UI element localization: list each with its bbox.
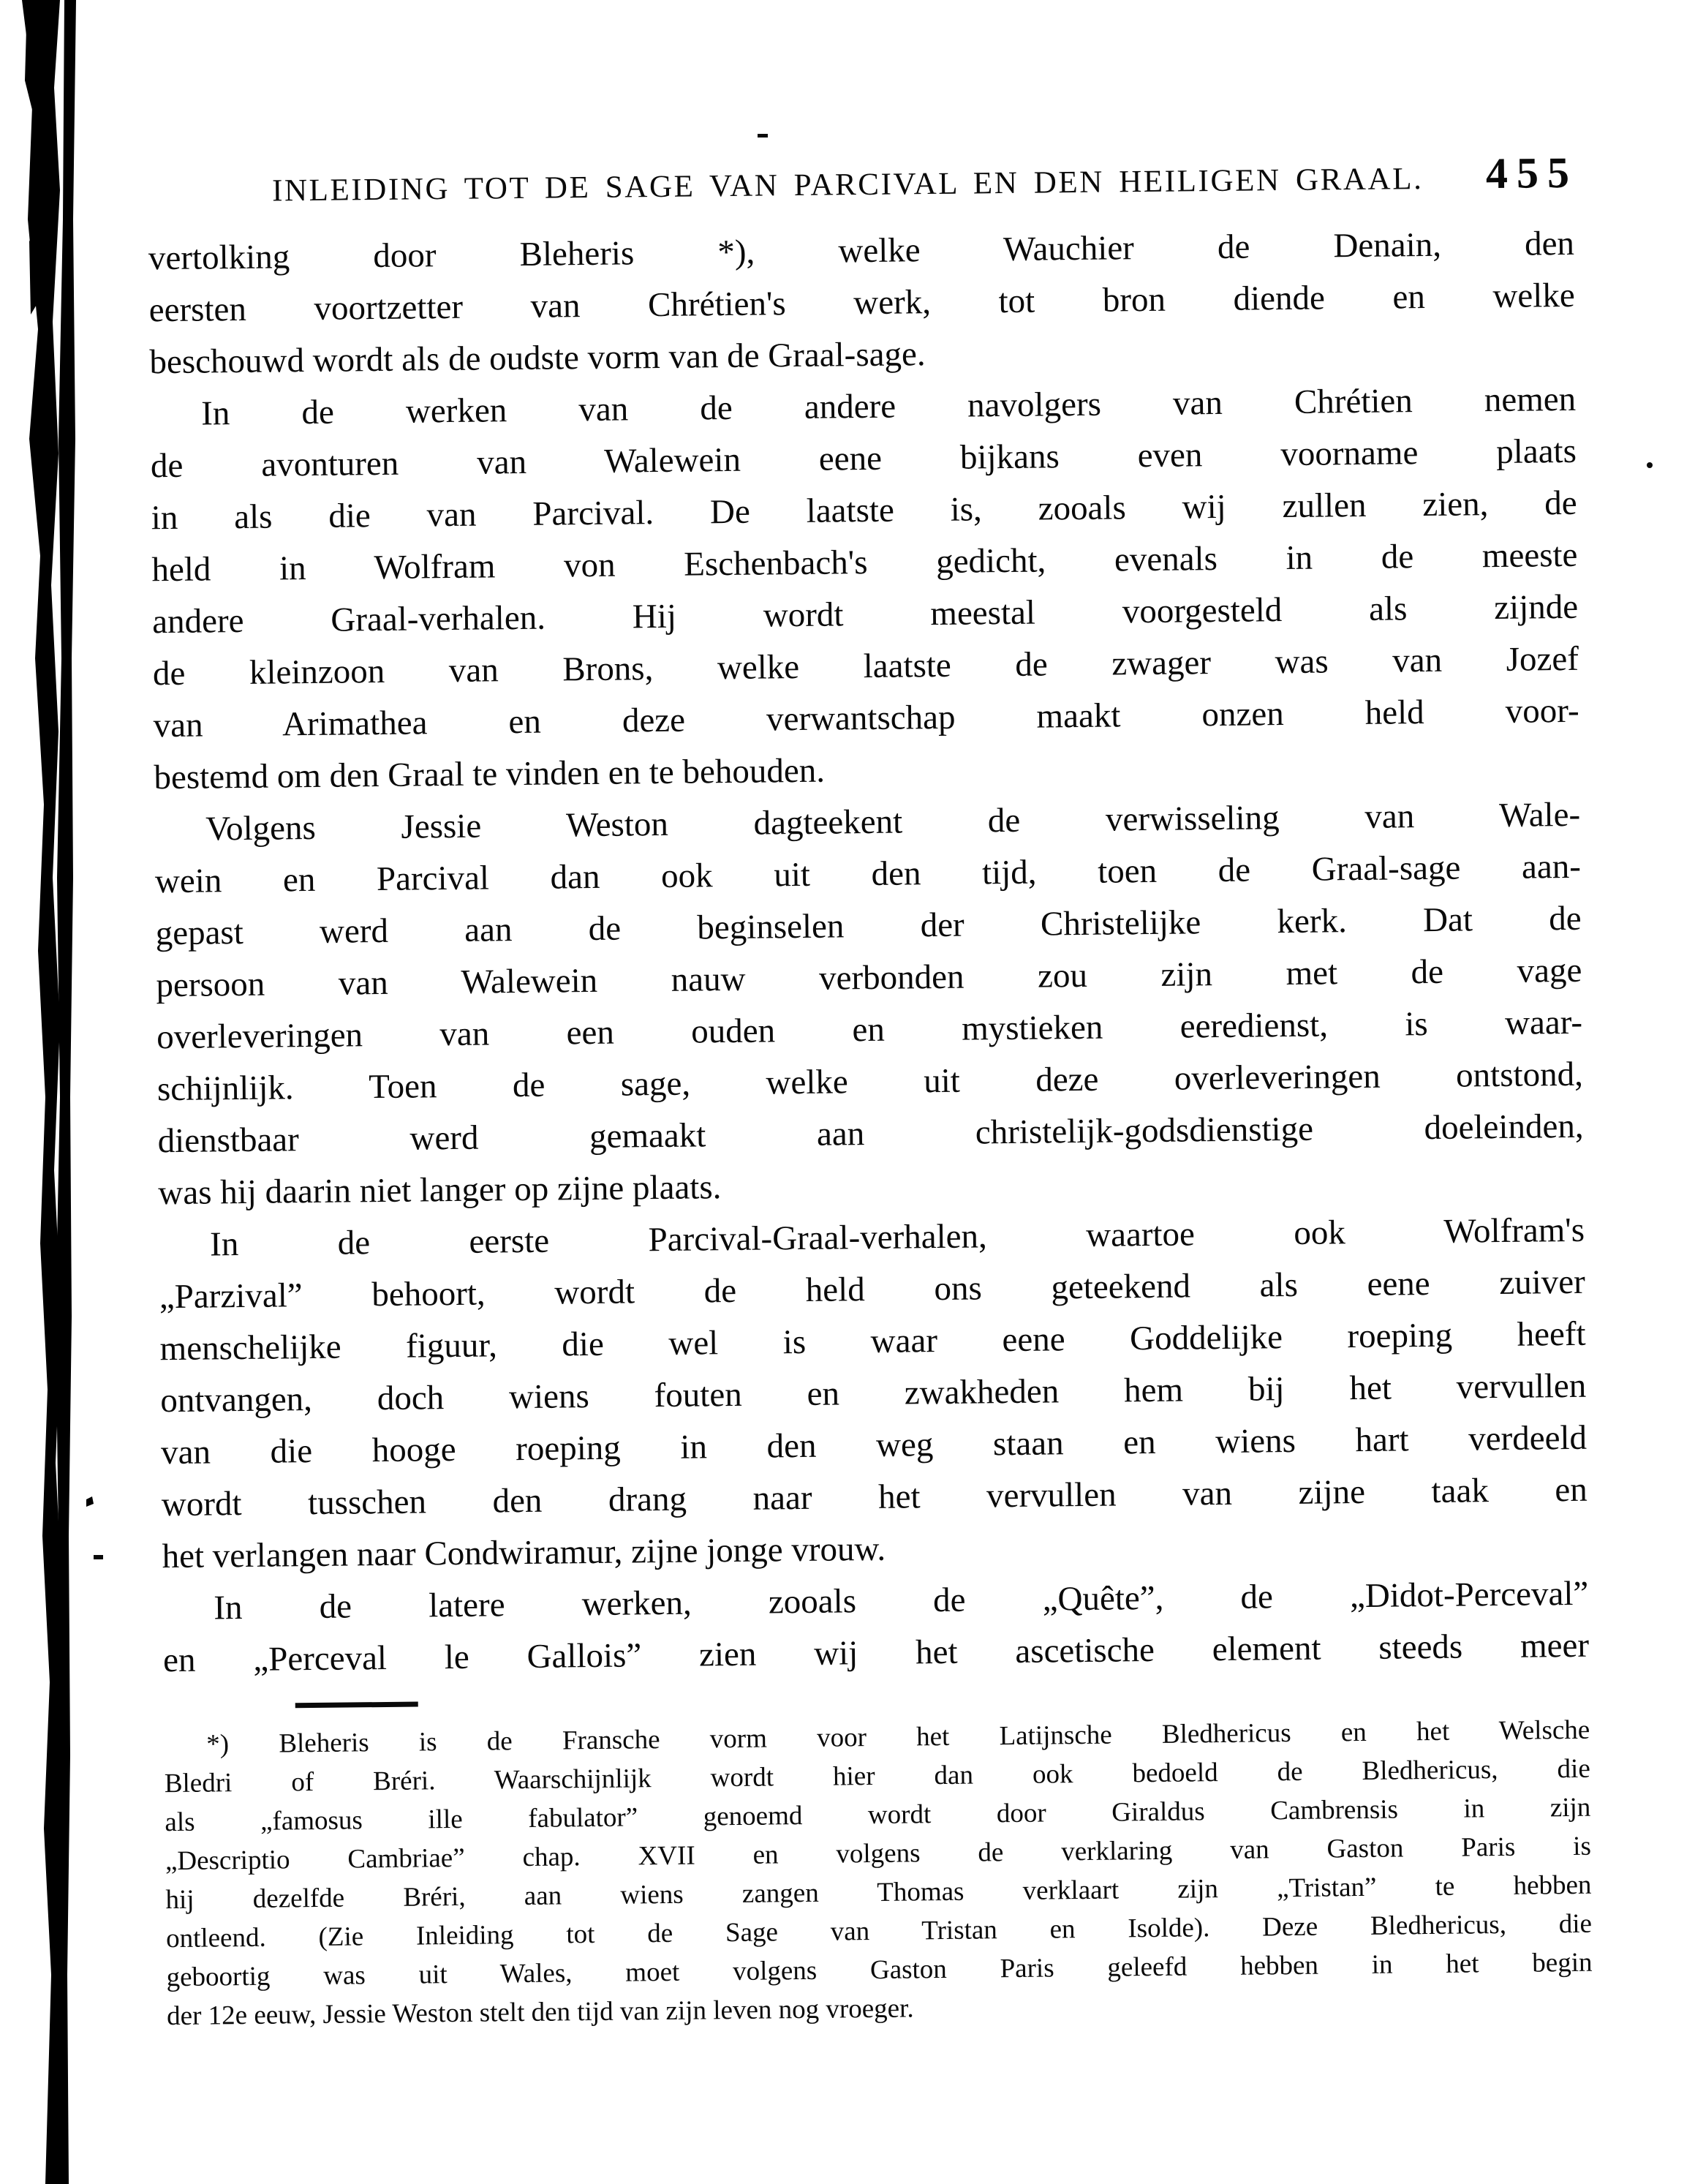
text-line: geboortig was uit Wales, moet volgens Gaston Paris geleefd hebben in het begin (166, 1947, 1593, 1993)
text-line: In de eerste Parcival-Graal-verhalen, waartoe ook Wolfram's (209, 1210, 1585, 1264)
binding-shadow (0, 0, 117, 2184)
text-line: persoon van Walewein nauw verbonden zou zijn met de vage (156, 951, 1582, 1005)
text-line: overleveringen van een ouden en mystieken eeredienst, is waar- (156, 1003, 1583, 1057)
text-line: eersten voortzetter van Chrétien's werk, tot bron diende en welke (148, 276, 1575, 330)
text-line: vertolking door Bleheris *), welke Wauchier de Denain, den (148, 224, 1575, 278)
body-text (148, 218, 1590, 1687)
scan-speck (1647, 462, 1653, 468)
text-line: Volgens Jessie Weston dagteekent de verwisseling van Wale- (205, 795, 1581, 848)
text-line: ontleend. (Zie Inleiding tot de Sage van Tristan en Isolde). Deze Bledhericus, die (165, 1908, 1593, 1954)
text-line: In de werken van de andere navolgers van Chrétien nemen (200, 380, 1577, 433)
footnote (164, 1711, 1593, 2036)
text-line: als „famosus ille fabulator” genoemd wordt door Giraldus Cambrensis in zijn (165, 1792, 1591, 1838)
text-line: schijnlijk. Toen de sage, welke uit deze overleveringen ontstond, (156, 1055, 1584, 1109)
text-line: „Descriptio Cambriae” chap. XVII en volgens de verklaring van Gaston Paris is (165, 1831, 1592, 1877)
scan-speck (758, 134, 768, 138)
text-line: hij dezelfde Bréri, aan wiens zangen Thomas verklaart zijn „Tristan” te hebben (165, 1869, 1592, 1916)
text-line: menschelijke figuur, die wel is waar eene Goddelijke roeping heeft (159, 1314, 1586, 1368)
text-line: gepast werd aan de beginselen der Christelijke kerk. Dat de (155, 899, 1582, 953)
text-line: in als die van Parcival. De laatste is, zooals wij zullen zien, de (151, 483, 1577, 538)
text-line: *) Bleheris is de Fransche vorm voor het Latijnsche Bledhericus en het Welsche (206, 1714, 1590, 1760)
text-line: van die hooge roeping in den weg staan en wiens hart verdeeld (160, 1418, 1588, 1472)
text-line: dienstbaar werd gemaakt aan christelijk-godsdienstige doeleinden, (157, 1107, 1584, 1161)
text-line: was hij daarin niet langer op zijne plaats. (158, 1168, 722, 1213)
text-line: de kleinzoon van Brons, welke laatste de zwager was van Jozef (152, 639, 1579, 693)
text-line: het verlangen naar Condwiramur, zijne jonge vrouw. (162, 1529, 886, 1576)
text-line: beschouwd wordt als de oudste vorm van de Graal-sage. (149, 335, 926, 382)
text-line: van Arimathea en deze verwantschap maakt onzen held voor- (153, 691, 1579, 745)
text-line: ontvangen, doch wiens fouten en zwakheden hem bij het vervullen (160, 1366, 1587, 1420)
footnote-rule (295, 1702, 418, 1709)
text-line: en „Perceval le Gallois” zien wij het ascetische element steeds meer (162, 1626, 1590, 1680)
running-title: INLEIDING TOT DE SAGE VAN PARCIVAL EN DEN HEILIGEN GRAAL. (271, 162, 1424, 208)
page-number: 455 (1485, 148, 1579, 198)
text-line: der 12e eeuw, Jessie Weston stelt den tijd van zijn leven nog vroeger. (166, 1993, 914, 2032)
page-content (148, 148, 1593, 2036)
text-line: de avonturen van Walewein eene bijkans even voorname plaats (150, 432, 1577, 486)
text-line: Bledri of Bréri. Waarschijnlijk wordt hier dan ook bedoeld de Bledhericus, die (164, 1753, 1590, 1799)
text-line: andere Graal-verhalen. Hij wordt meestal voorgesteld als zijnde (151, 587, 1579, 641)
text-line: wein en Parcival dan ook uit den tijd, toen de Graal-sage aan- (154, 847, 1582, 901)
text-line: bestemd om den Graal te vinden en te behouden. (154, 751, 826, 797)
text-line: held in Wolfram von Eschenbach's gedicht, evenals in de meeste (151, 535, 1578, 590)
page-header (148, 148, 1579, 221)
text-line: In de latere werken, zooals de „Quête”, de „Didot-Perceval” (214, 1574, 1589, 1627)
text-line: wordt tusschen den drang naar het vervullen van zijne taak en (161, 1470, 1588, 1524)
text-line: „Parzival” behoort, wordt de held ons geteekend als eene zuiver (159, 1262, 1586, 1317)
